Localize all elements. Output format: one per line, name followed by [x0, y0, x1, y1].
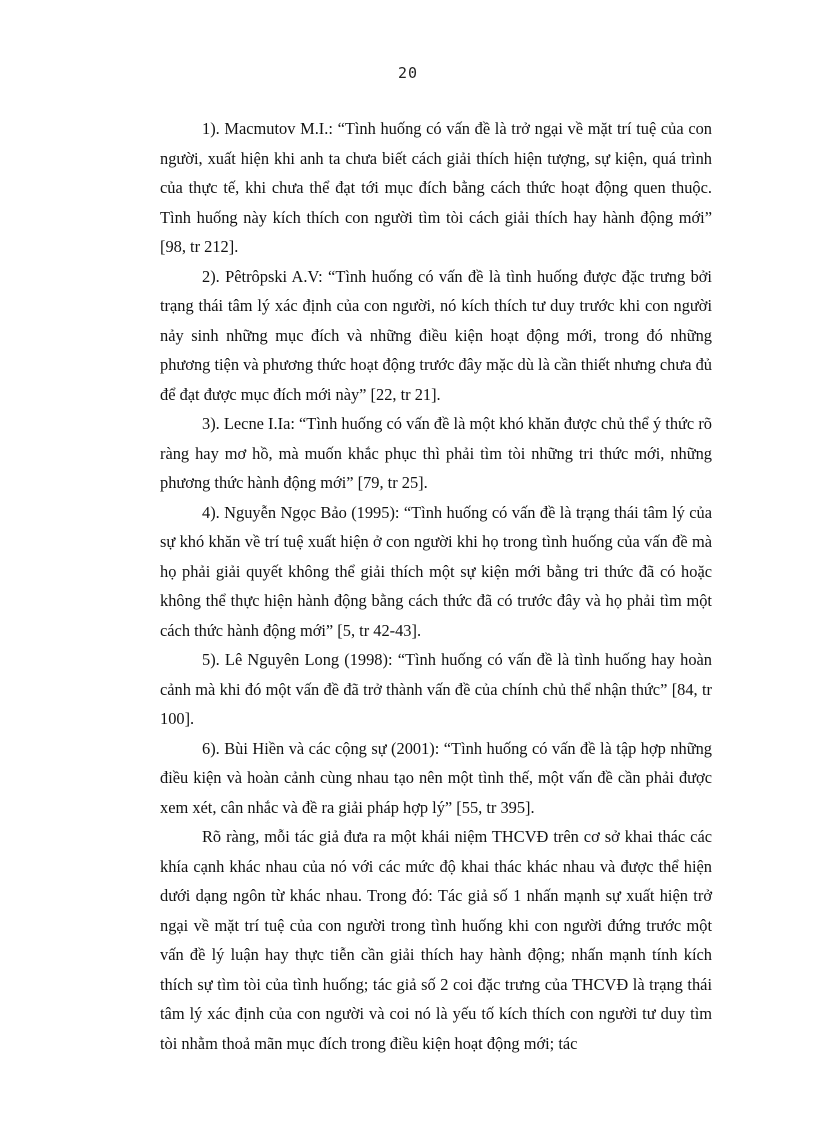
page-number: 20: [397, 64, 419, 82]
analysis-paragraph: Rõ ràng, mỗi tác giả đưa ra một khái niệm THCVĐ trên cơ sở khai thác các khía cạnh khác nhau của nó với các mức độ khai thác khác nhau và được thể hiện dưới dạng ngôn từ khác nhau. Trong đó: Tác giả số 1 nhấn mạnh sự xuất hiện trở ngại về mặt trí tuệ của con người trong tình huống khi con người đứng trước một vấn đề lý luận hay thực tiễn cần giải thích hay hành động; nhấn mạnh tính kích thích sự tìm tòi của tình huống; tác giả số 2 coi đặc trưng của THCVĐ là trạng thái tâm lý xác định của con người và coi nó là yếu tố kích thích con người tư duy tìm tòi nhằm thoả mãn mục đích trong điều kiện hoạt động mới; tác: [160, 827, 712, 1053]
definition-paragraph-6: 6). Bùi Hiền và các cộng sự (2001): “Tình huống có vấn đề là tập hợp những điều kiện và hoàn cảnh cùng nhau tạo nên một tình thế, một vấn đề cần phải được xem xét, cân nhắc và đề ra giải pháp hợp lý” [55, tr 395].: [160, 738, 712, 817]
definition-paragraph-1: 1). Macmutov M.I.: “Tình huống có vấn đề là trở ngại về mặt trí tuệ của con người, xuất hiện khi anh ta chưa biết cách giải thích hiện tượng, sự kiện, quá trình của thực tế, khi chưa thể đạt tới mục đích bằng cách thức hoạt động quen thuộc. Tình huống này kích thích con người tìm tòi cách giải thích hay hành động mới” [98, tr 212].: [160, 119, 712, 256]
definition-paragraph-2: 2). Pêtrôpski A.V: “Tình huống có vấn đề là tình huống được đặc trưng bởi trạng thái tâm lý xác định của con người, nó kích thích tư duy trước khi con người nảy sinh những mục đích và những điều kiện hoạt động mới, trong đó những phương tiện và phương thức hoạt động trước đây mặc dù là cần thiết nhưng chưa đủ để đạt được mục đích mới này” [22, tr 21].: [160, 266, 712, 404]
definition-paragraph-5: 5). Lê Nguyên Long (1998): “Tình huống có vấn đề là tình huống hay hoàn cảnh mà khi đó một vấn đề đã trở thành vấn đề của chính chủ thể nhận thức” [84, tr 100].: [160, 650, 712, 728]
definition-paragraph-4: 4). Nguyễn Ngọc Bảo (1995): “Tình huống có vấn đề là trạng thái tâm lý của sự khó khăn về trí tuệ xuất hiện ở con người khi họ trong tình huống của vấn đề mà họ phải giải quyết không thể giải thích một sự kiện mới bằng tri thức đã có hoặc không thể thực hiện hành động bằng cách thức đã có trước đây và họ phải tìm một cách thức hành động mới” [5, tr 42-43].: [160, 502, 712, 640]
document-body: [160, 114, 712, 1058]
definition-paragraph-3: 3). Lecne I.Ia: “Tình huống có vấn đề là một khó khăn được chủ thể ý thức rõ ràng hay mơ hồ, mà muốn khắc phục thì phải tìm tòi những tri thức mới, những phương thức hành động mới” [79, tr 25].: [160, 414, 712, 492]
